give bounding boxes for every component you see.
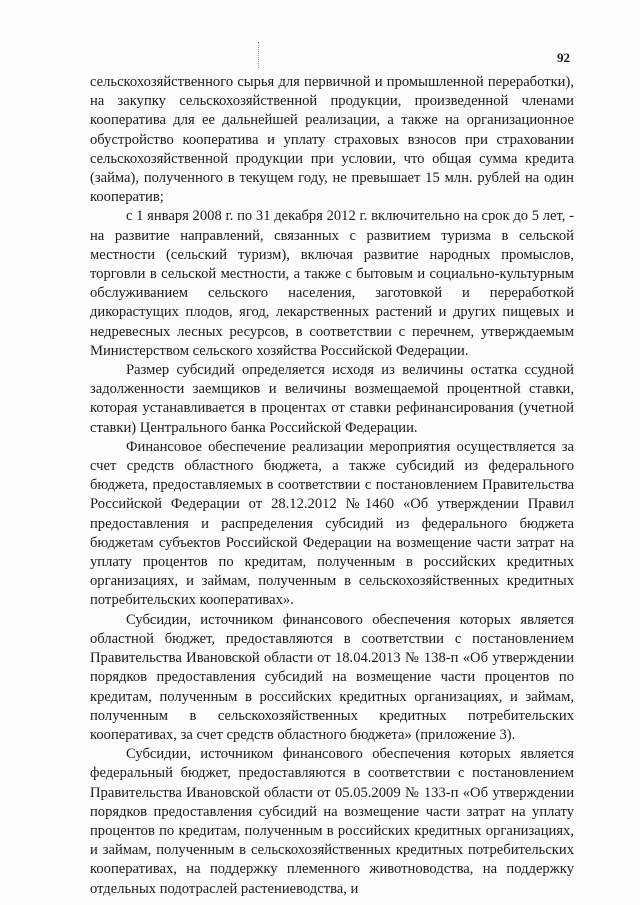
paragraph-federal-budget: Субсидии, источником финансового обеспечения которых является федеральный бюджет, предоставляются в соответствии с постановлением Правительства Ивановской области от 05.05.2009 № 133-п «Об утверждении порядков предоставления субсидий на возмещение части затрат на уплату процентов по кредитам, полученным в российских кредитных организациях, и займам, полученным в сельскохозяйственных кредитных потребительских кооперативах, на поддержку племенного животноводства, на поддержку отдельных подотраслей растениеводства, и	[90, 746, 574, 897]
document-body	[90, 73, 574, 899]
paragraph-financing: Финансовое обеспечение реализации мероприятия осуществляется за счет средств областного бюджета, а также субсидий из федерального бюджета, предоставляемых в соответствии с постановлением Правительства Российской Федерации от 28.12.2012 №1460 «Об утверждении Правил предоставления и распределения субсидий из федерального бюджета бюджетам субъектов Российской Федерации на возмещение части затрат на уплату процентов по кредитам, полученным в российских кредитных организациях, и займам, полученным в сельскохозяйственных кредитных потребительских кооперативах».	[90, 438, 574, 609]
paragraph-tourism-period: с 1 января 2008 г. по 31 декабря 2012 г. включительно на срок до 5 лет, - на развитие направлений, связанных с развитием туризма в сельской местности (сельский туризм), включая развитие народных промыслов, торговли в сельской местности, а также с бытовым и социально-культурным обслуживанием сельского населения, заготовкой и переработкой дикорастущих плодов, ягод, лекарственных растений и других пищевых и недревесных лесных ресурсов, в соответствии с перечнем, утверждаемым Министерством сельского хозяйства Российской Федерации.	[90, 208, 574, 359]
paragraph-regional-budget: Субсидии, источником финансового обеспечения которых является областной бюджет, предоставляются в соответствии с постановлением Правительства Ивановской области от 18.04.2013 № 138-п «Об утверждении порядков предоставления субсидий на возмещение части процентов по кредитам, полученным в российских кредитных организациях, и займам, полученным в сельскохозяйственных кредитных потребительских кооперативах, за счет средств областного бюджета» (приложение 3).	[90, 611, 574, 743]
scan-artifact-line	[258, 42, 260, 68]
paragraph-continuation: сельскохозяйственного сырья для первичной и промышленной переработки), на закупку сельскохозяйственной продукции, произведенной членами кооператива для ее дальнейшей реализации, а также на организационное обустройство кооператива и уплату страховых взносов при страховании сельскохозяйственной продукции при условии, что общая сумма кредита (займа), полученного в текущем году, не превышает 15 млн. рублей на один кооператив;	[90, 74, 574, 206]
paragraph-subsidy-size: Размер субсидий определяется исходя из величины остатка ссудной задолженности заемщиков и величины возмещаемой процентной ставки, которая устанавливается в процентах от ставки рефинансирования (учетной ставки) Центрального банка Российской Федерации.	[90, 362, 574, 436]
page-number: 92	[557, 50, 570, 65]
